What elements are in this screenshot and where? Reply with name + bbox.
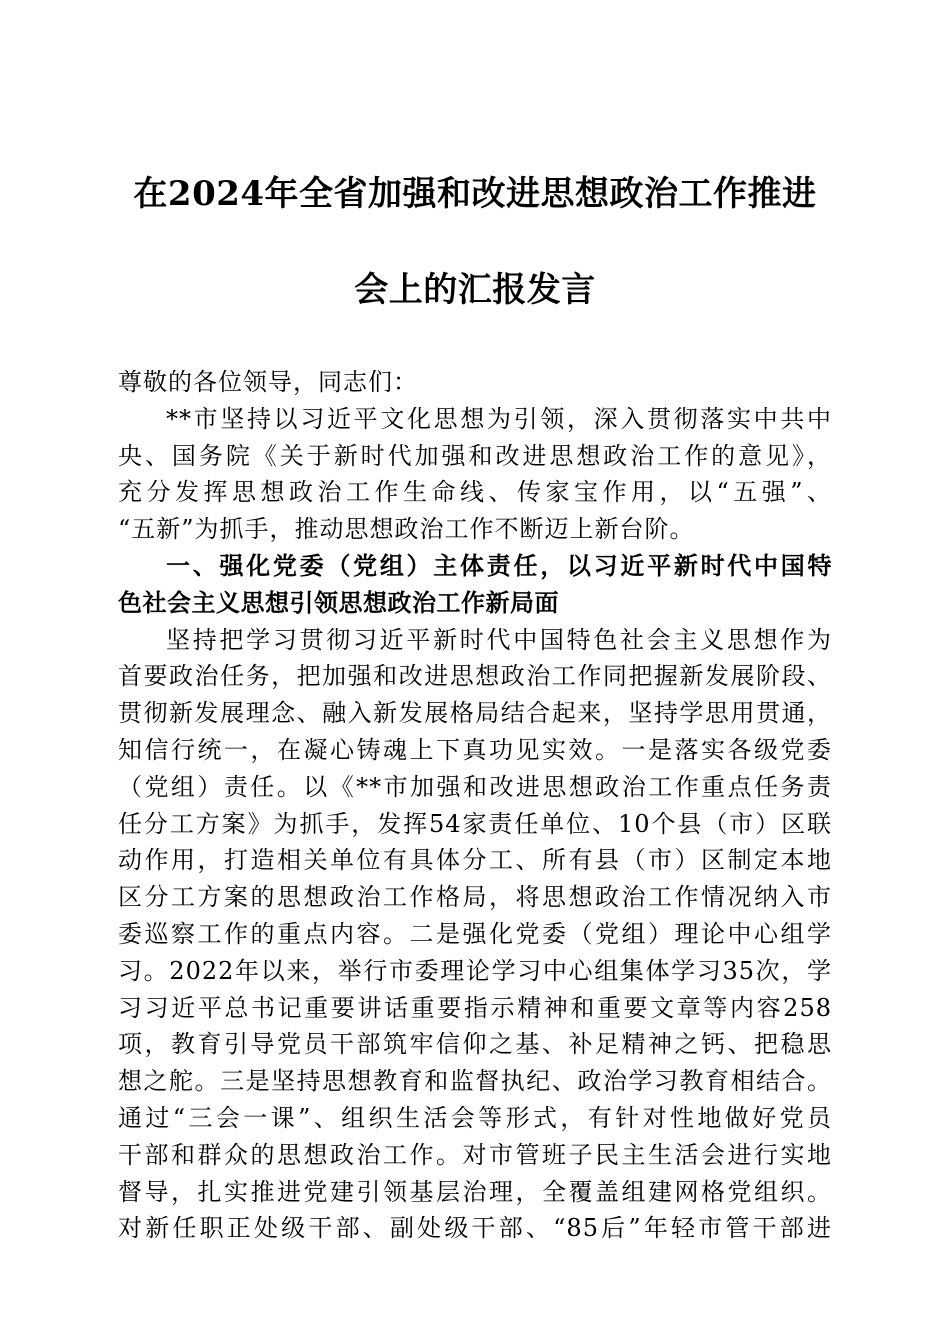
intro-paragraph-line: “五新”为抓手，推动思想政治工作不断迈上新台阶。 — [118, 515, 695, 544]
body-paragraph-line: 习习近平总书记重要讲话重要指示精神和重要文章等内容258 — [118, 993, 832, 1022]
intro-paragraph-line: 充分发挥思想政治工作生命线、传家宝作用，以“五强”、 — [118, 478, 832, 507]
document-title-line-2: 会上的汇报发言 — [354, 270, 596, 310]
body-paragraph-line: 通过“三会一课”、组织生活会等形式，有针对性地做好党员 — [118, 1103, 832, 1132]
intro-paragraph-line: 央、国务院《关于新时代加强和改进思想政治工作的意见》， — [118, 441, 832, 470]
body-paragraph-line: 任分工方案》为抓手，发挥54家责任单位、10个县（市）区联 — [118, 809, 832, 838]
body-paragraph-line: 干部和群众的思想政治工作。对市管班子民主生活会进行实地 — [118, 1140, 832, 1169]
section-heading-line: 一、强化党委（党组）主体责任，以习近平新时代中国特 — [166, 551, 832, 580]
body-paragraph-line: 项，教育引导党员干部筑牢信仰之基、补足精神之钙、把稳思 — [118, 1030, 832, 1059]
document-title-line-1: 在2024年全省加强和改进思想政治工作推进 — [133, 174, 817, 214]
salutation: 尊敬的各位领导，同志们： — [118, 368, 418, 396]
body-paragraph-line: 想之舵。三是坚持思想教育和监督执纪、政治学习教育相结合。 — [118, 1067, 832, 1096]
body-paragraph-line: 委巡察工作的重点内容。二是强化党委（党组）理论中心组学 — [118, 919, 832, 948]
body-paragraph-line: 坚持把学习贯彻习近平新时代中国特色社会主义思想作为 — [166, 625, 832, 654]
body-paragraph-line: 对新任职正处级干部、副处级干部、“85后”年轻市管干部进 — [118, 1214, 832, 1243]
body-paragraph-line: 习。2022年以来，举行市委理论学习中心组集体学习35次，学 — [118, 956, 832, 985]
body-paragraph-line: 知信行统一，在凝心铸魂上下真功见实效。一是落实各级党委 — [118, 735, 832, 764]
section-heading-line: 色社会主义思想引领思想政治工作新局面 — [118, 588, 559, 617]
body-paragraph-line: （党组）责任。以《**市加强和改进思想政治工作重点任务责 — [118, 772, 832, 801]
body-paragraph-line: 动作用，打造相关单位有具体分工、所有县（市）区制定本地 — [118, 846, 832, 875]
body-paragraph-line: 督导，扎实推进党建引领基层治理，全覆盖组建网格党组织。 — [118, 1177, 832, 1206]
body-paragraph-line: 区分工方案的思想政治工作格局，将思想政治工作情况纳入市 — [118, 883, 832, 912]
body-paragraph-line: 首要政治任务，把加强和改进思想政治工作同把握新发展阶段、 — [118, 662, 832, 691]
intro-paragraph-line: **市坚持以习近平文化思想为引领，深入贯彻落实中共中 — [166, 404, 832, 433]
body-paragraph-line: 贯彻新发展理念、融入新发展格局结合起来，坚持学思用贯通， — [118, 699, 832, 728]
document-body — [118, 364, 832, 1247]
